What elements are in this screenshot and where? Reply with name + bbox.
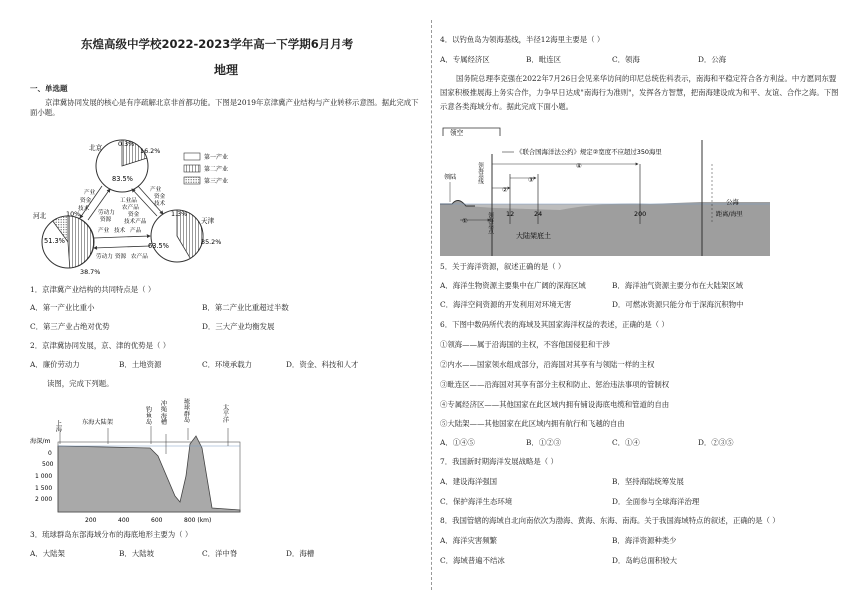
industry-structure-figure bbox=[30, 136, 360, 276]
q3-option-c[interactable]: C．洋中脊 bbox=[202, 549, 238, 558]
q1-option-c[interactable]: C．第三产业占绝对优势 bbox=[30, 322, 110, 331]
beijing-p1: 0.3% bbox=[118, 140, 135, 148]
q8-option-c[interactable]: C．海域普遍不结冰 bbox=[440, 556, 505, 565]
q6-option-c[interactable]: C．①④ bbox=[612, 438, 640, 447]
q6-statement: ③毗连区——沿海国对其享有部分主权和防止、惩治违法事项的管制权 bbox=[440, 380, 670, 389]
airspace-label: 领空 bbox=[450, 129, 464, 137]
legend-item: 第三产业 bbox=[204, 178, 229, 185]
zone-marker: ② bbox=[502, 186, 508, 194]
q6-option-b[interactable]: B．①②③ bbox=[526, 438, 561, 447]
q7-option-c[interactable]: C．保护海洋生态环境 bbox=[440, 497, 513, 506]
tianjin-p2: 35.2% bbox=[201, 238, 222, 246]
flow-label: 资金 bbox=[154, 194, 166, 200]
flow-label: 资金 bbox=[80, 198, 92, 204]
column-divider bbox=[431, 20, 432, 590]
question-8-stem: 8．我国管辖的海域自北向南依次为渤海、黄海、东海、南海。关于我国海域特点的叙述，正确的是（ ） bbox=[440, 516, 780, 525]
intro-passage-1: 京津冀协同发展的核心是有序疏解北京非首都功能。下图是2019年京津冀产业结构与产业转移示意图。据此完成下面小题。 bbox=[30, 98, 419, 117]
zone-marker: ④ bbox=[576, 162, 582, 170]
q2-option-a[interactable]: A．廉价劳动力 bbox=[30, 360, 80, 369]
question-3-stem: 3．琉球群岛东部海域分布的海底地形主要为（ ） bbox=[30, 530, 193, 539]
zone-marker: ③ bbox=[528, 176, 534, 184]
q6-statement: ②内水——国家领水组成部分，沿海国对其享有与领陆一样的主权 bbox=[440, 360, 655, 369]
q6-statement: ④专属经济区——其他国家在此区域内拥有铺设海底电缆和管道的自由 bbox=[440, 400, 670, 409]
q6-statement: ①领海——属于沿海国的主权，不容他国侵犯和干涉 bbox=[440, 340, 610, 349]
flow-label: 产业 bbox=[98, 228, 110, 234]
question-7-stem: 7．我国新时期海洋发展战略是（ ） bbox=[440, 457, 558, 466]
beijing-p2: 16.2% bbox=[140, 147, 161, 155]
q6-statement: ⑤大陆架——其他国家在此区域内拥有航行和飞越的自由 bbox=[440, 419, 625, 428]
q1-option-b[interactable]: B．第二产业比重超过半数 bbox=[202, 303, 289, 312]
y-tick: 1 500 bbox=[35, 485, 53, 492]
flow-label: 资源 bbox=[115, 254, 127, 260]
subject-title: 地理 bbox=[214, 63, 239, 77]
distance-tick: 200 bbox=[634, 210, 647, 218]
convention-label: 《联合国海洋法公约》规定②宽度不应超过350海里 bbox=[516, 148, 662, 156]
question-1-stem: 1．京津冀产业结构的共同特点是（ ） bbox=[30, 285, 156, 294]
q7-option-d[interactable]: D．全面参与全球海洋治理 bbox=[612, 497, 700, 506]
place-label: 冲绳海槽 bbox=[159, 400, 167, 425]
place-label: 琉球群岛 bbox=[182, 398, 190, 423]
hebei-label: 河北 bbox=[33, 212, 47, 220]
q2-option-c[interactable]: C．环境承载力 bbox=[202, 360, 252, 369]
flow-label: 产业 bbox=[150, 187, 162, 193]
flow-label: 劳动力 bbox=[98, 210, 115, 216]
q6-option-d[interactable]: D．②③⑤ bbox=[698, 438, 734, 447]
q2-option-b[interactable]: B．土地资源 bbox=[119, 360, 162, 369]
distance-label: 距离/海里 bbox=[716, 211, 743, 218]
place-label: 东海大陆架 bbox=[82, 419, 113, 426]
q1-option-a[interactable]: A．第一产业比重小 bbox=[30, 303, 95, 312]
q5-option-b[interactable]: B．海洋油气资源主要分布在大陆架区域 bbox=[612, 281, 744, 290]
q6-option-a[interactable]: A．①④⑤ bbox=[440, 438, 475, 447]
intro-passage-3: 国务院总理李克强在2022年7月26日会见来华访问的印尼总统佐科表示，南海和平稳定符合各方利益。中方愿同东盟国家积极推展海上务实合作，力争早日达成"南海行为准则"，发挥各方智慧，把南海建设成为和平、友谊、合作之海。下图示意各类海域分布。据此完成下面小题。 bbox=[440, 74, 839, 112]
question-2-stem: 2．京津冀协同发展，京、津的优势是（ ） bbox=[30, 341, 171, 350]
legend-item: 第一产业 bbox=[204, 154, 229, 161]
q4-option-c[interactable]: C．领海 bbox=[612, 55, 640, 64]
q2-option-d[interactable]: D．资金、科技和人才 bbox=[286, 360, 359, 369]
maritime-zones-figure bbox=[440, 124, 770, 256]
q5-option-c[interactable]: C．海洋空间资源的开发利用对环境无害 bbox=[440, 300, 572, 309]
q3-option-d[interactable]: D．海槽 bbox=[286, 549, 315, 558]
exam-title: 东煌高级中学校2022-2023学年高一下学期6月月考 bbox=[81, 37, 354, 51]
flow-label: 工业品 bbox=[120, 198, 137, 204]
x-tick: 400 bbox=[118, 517, 130, 524]
q4-option-b[interactable]: B．毗连区 bbox=[526, 55, 561, 64]
flow-label: 产品 bbox=[130, 228, 142, 234]
beijing-label: 北京 bbox=[89, 144, 103, 152]
flow-label: 劳动力 bbox=[96, 254, 113, 260]
place-label: 上海 bbox=[54, 420, 62, 433]
q8-option-d[interactable]: D．岛屿总面积较大 bbox=[612, 556, 678, 565]
flow-label: 技术产品 bbox=[124, 219, 147, 225]
y-tick: 1 000 bbox=[35, 473, 53, 480]
distance-tick: 24 bbox=[534, 210, 543, 218]
flow-label: 资金 bbox=[128, 212, 140, 218]
place-label: 钓鱼岛 bbox=[144, 406, 152, 425]
question-6-stem: 6．下图中数码所代表的海域及其国家海洋权益的表述，正确的是（ ） bbox=[440, 320, 669, 329]
flow-label: 技术 bbox=[154, 201, 166, 207]
distance-tick: 12 bbox=[506, 210, 515, 218]
hebei-p2: 38.7% bbox=[80, 268, 101, 276]
tianjin-label: 天津 bbox=[201, 217, 215, 225]
legend-item: 第二产业 bbox=[204, 166, 229, 173]
question-5-stem: 5．关于海洋资源，叙述正确的是（ ） bbox=[440, 262, 566, 271]
q8-option-b[interactable]: B．海洋资源种类少 bbox=[612, 536, 677, 545]
baseline-label: 领海基线 bbox=[477, 162, 483, 185]
intro-passage-2: 读图，完成下列题。 bbox=[47, 379, 114, 388]
x-tick: 800 (km) bbox=[184, 517, 212, 524]
flow-label: 产业 bbox=[84, 190, 96, 196]
tianjin-p3: 63.5% bbox=[148, 242, 169, 250]
q3-option-b[interactable]: B．大陆坡 bbox=[119, 549, 154, 558]
shelf-label: 大陆架底土 bbox=[516, 232, 551, 240]
flow-label: 技术 bbox=[78, 206, 90, 212]
y-tick: 2 000 bbox=[35, 496, 53, 503]
section-heading: 一、单选题 bbox=[30, 84, 68, 93]
land-label: 领陆 bbox=[444, 174, 457, 181]
beijing-p3: 83.5% bbox=[112, 175, 133, 183]
q8-option-a[interactable]: A．海洋灾害频繁 bbox=[440, 536, 498, 545]
tianjin-p1: 1.3% bbox=[171, 210, 188, 218]
q7-option-b[interactable]: B．坚持海陆统筹发展 bbox=[612, 477, 684, 486]
hebei-p3: 51.3% bbox=[44, 237, 65, 245]
y-tick: 500 bbox=[42, 461, 54, 468]
q1-option-d[interactable]: D．三大产业均衡发展 bbox=[202, 322, 275, 331]
seafloor-profile-figure bbox=[30, 396, 250, 526]
q4-option-d[interactable]: D．公海 bbox=[698, 55, 727, 64]
flow-label: 农产品 bbox=[131, 254, 148, 260]
x-tick: 200 bbox=[85, 517, 97, 524]
y-tick: 0 bbox=[48, 450, 52, 457]
q3-option-a[interactable]: A．大陆架 bbox=[30, 549, 65, 558]
zone-marker: ① bbox=[462, 217, 468, 225]
flow-label: 农产品 bbox=[122, 205, 139, 211]
q4-option-a[interactable]: A．专属经济区 bbox=[440, 55, 490, 64]
x-tick: 600 bbox=[151, 517, 163, 524]
basepoint-label: 领海基点 bbox=[487, 212, 493, 235]
q7-option-a[interactable]: A．建设海洋强国 bbox=[440, 477, 498, 486]
high-seas-label: 公海 bbox=[726, 198, 739, 206]
flow-label: 资源 bbox=[100, 217, 112, 223]
hebei-p1: 10% bbox=[66, 210, 81, 218]
place-label: 太平洋 bbox=[221, 404, 229, 423]
q5-option-a[interactable]: A．海洋生物资源主要集中在广阔的深海区域 bbox=[440, 281, 586, 290]
q5-option-d[interactable]: D．可燃冰资源只能分布于深海沉积物中 bbox=[612, 300, 744, 309]
y-axis-label: 海深/m bbox=[30, 438, 51, 445]
question-4-stem: 4．以钓鱼岛为领海基线，半径12海里主要是（ ） bbox=[440, 35, 605, 44]
flow-label: 技术 bbox=[114, 228, 126, 234]
